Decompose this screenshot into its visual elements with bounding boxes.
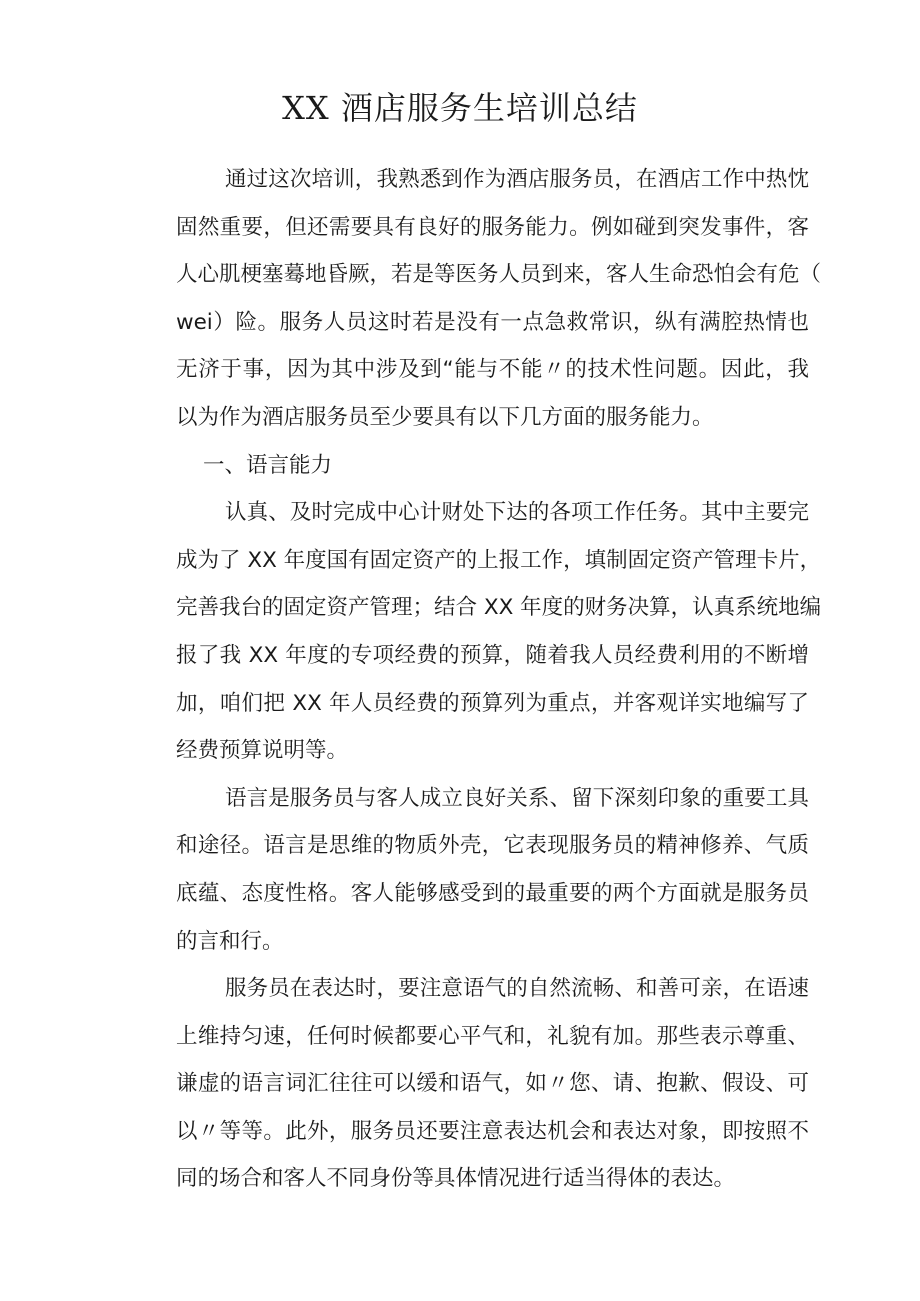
paragraph-line: 语言是服务员与客人成立良好关系、留下深刻印象的重要工具 bbox=[225, 785, 809, 811]
paragraph-line: 无济于事，因为其中涉及到“能与不能〃的技术性问题。因此，我 bbox=[176, 357, 809, 383]
paragraph-expression bbox=[133, 965, 809, 1203]
paragraph-line: 以为作为酒店服务员至少要具有以下几方面的服务能力。 bbox=[176, 404, 714, 430]
paragraph-line: 上维持匀速，任何时候都要心平气和，礼貌有加。那些表示尊重、 bbox=[176, 1023, 809, 1049]
paragraph-intro bbox=[133, 156, 822, 442]
section-heading-language-ability: 一、语言能力 bbox=[203, 452, 333, 478]
paragraph-line: 固然重要，但还需要具有良好的服务能力。例如碰到突发事件，客 bbox=[176, 214, 809, 240]
document-title: XX 酒店服务生培训总结 bbox=[282, 89, 638, 127]
paragraph-language-tool bbox=[133, 775, 809, 965]
paragraph-line: 谦虚的语言词汇往往可以缓和语气，如〃您、请、抱歉、假设、可 bbox=[176, 1071, 809, 1097]
paragraph-line: 服务员在表达时，要注意语气的自然流畅、和善可亲，在语速 bbox=[225, 976, 809, 1002]
paragraph-line: 人心肌梗塞蓦地昏厥，若是等医务人员到来，客人生命恐怕会有危（ bbox=[176, 262, 822, 288]
paragraph-line: 认真、及时完成中心计财处下达的各项工作任务。其中主要完 bbox=[225, 500, 809, 526]
paragraph-line: 成为了 XX 年度国有固定资产的上报工作，填制固定资产管理卡片， bbox=[176, 547, 822, 573]
paragraph-line: 底蕴、态度性格。客人能够感受到的最重要的两个方面就是服务员 bbox=[176, 880, 809, 906]
paragraph-line: 的言和行。 bbox=[176, 928, 284, 954]
paragraph-line: 报了我 XX 年度的专项经费的预算，随着我人员经费利用的不断增 bbox=[176, 642, 809, 668]
paragraph-finance-tasks bbox=[133, 489, 822, 775]
document-body bbox=[133, 156, 822, 1203]
paragraph-line: 通过这次培训，我熟悉到作为酒店服务员，在酒店工作中热忱 bbox=[225, 167, 809, 192]
paragraph-line: 经费预算说明等。 bbox=[176, 738, 349, 764]
paragraph-line: 完善我台的固定资产管理；结合 XX 年度的财务决算，认真系统地编 bbox=[176, 595, 822, 621]
paragraph-line: 和途径。语言是思维的物质外壳，它表现服务员的精神修养、气质 bbox=[176, 833, 809, 859]
paragraph-line: 以〃等等。此外，服务员还要注意表达机会和表达对象，即按照不 bbox=[176, 1118, 809, 1144]
paragraph-line: 加，咱们把 XX 年人员经费的预算列为重点，并客观详实地编写了 bbox=[176, 690, 809, 716]
paragraph-line: wei）险。服务人员这时若是没有一点急救常识，纵有满腔热情也 bbox=[176, 309, 809, 335]
paragraph-line: 同的场合和客人不同身份等具体情况进行适当得体的表达。 bbox=[176, 1166, 736, 1192]
